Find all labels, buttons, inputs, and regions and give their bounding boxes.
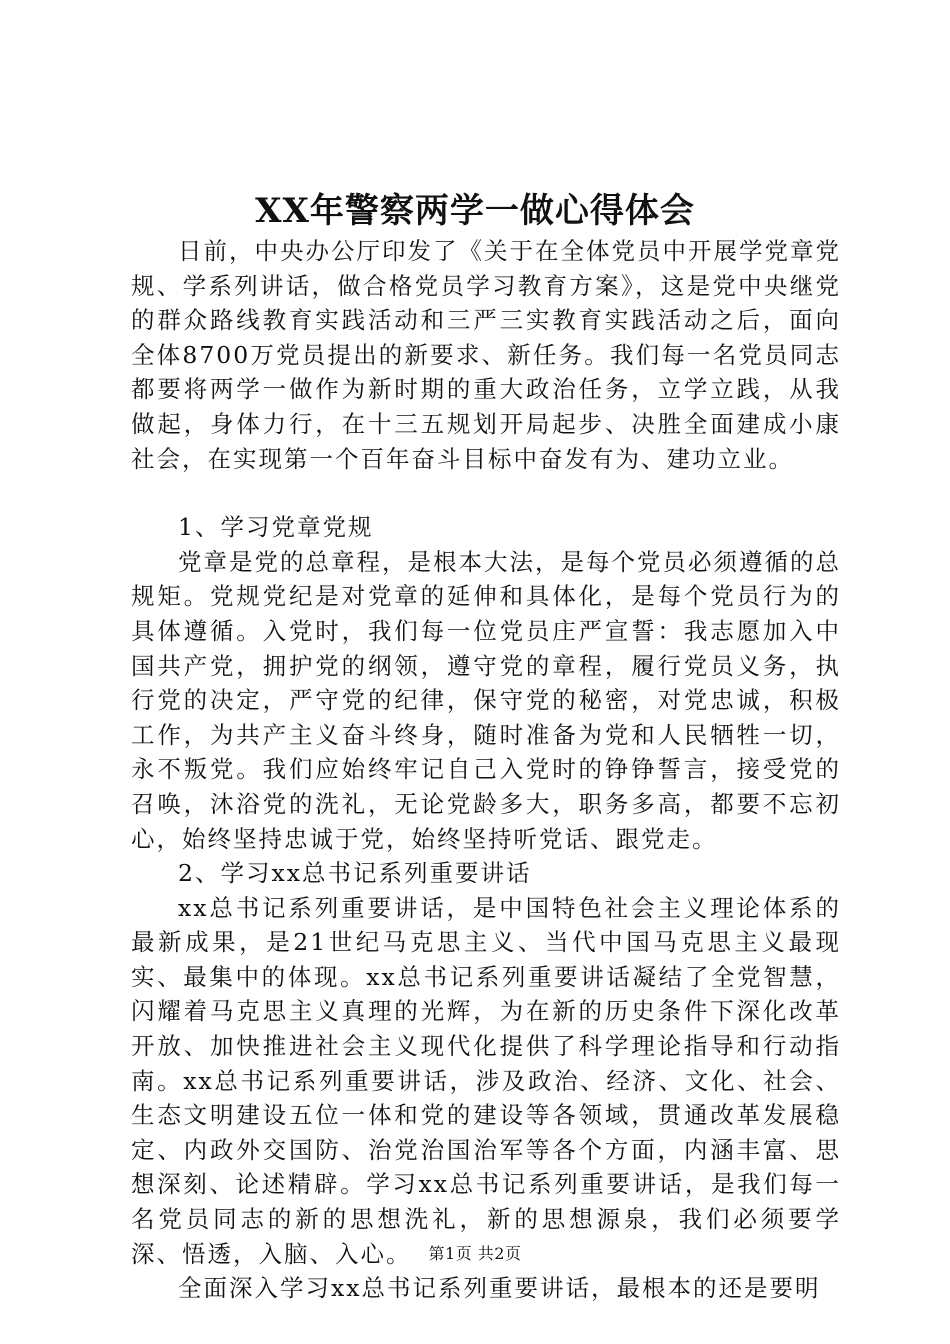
section-heading-1: 1、学习党章党规 (178, 513, 374, 542)
page-number-footer: 第1页 共2页 (428, 1244, 522, 1263)
document-title: XX年警察两学一做心得体会 (255, 191, 695, 231)
document-body (131, 234, 841, 1306)
paragraph-intro: 日前，中央办公厅印发了《关于在全体党员中开展学党章党规、学系列讲话，做合格党员学习教育方案》，这是党中央继党的群众路线教育实践活动和三严三实教育实践活动之后，面向全体8700万党员提出的新要求、新任务。我们每一名党员同志都要将两学一做作为新时期的重大政治任务，立学立践，从我做起，身体力行，在十三五规划开局起步、决胜全面建成小康社会，在实现第一个百年奋斗目标中奋发有为、建功立业。 (131, 237, 841, 473)
paragraph-section-2: xx总书记系列重要讲话，是中国特色社会主义理论体系的最新成果，是21世纪马克思主义、当代中国马克思主义最现实、最集中的体现。xx总书记系列重要讲话凝结了全党智慧，闪耀着马克思主义真理的光辉，为在新的历史条件下深化改革开放、加快推进社会主义现代化提供了科学理论指导和行动指南。xx总书记系列重要讲话，涉及政治、经济、文化、社会、生态文明建设五位一体和党的建设等各领域，贯通改革发展稳定、内政外交国防、治党治国治军等各个方面，内涵丰富、思想深刻、论述精辟。学习xx总书记系列重要讲话，是我们每一名党员同志的新的思想洗礼，新的思想源泉，我们必须要学深、悟透，入脑、入心。 (131, 893, 841, 1268)
section-heading-2: 2、学习xx总书记系列重要讲话 (178, 859, 532, 888)
paragraph-continuation: 全面深入学习xx总书记系列重要讲话，最根本的还是要明 (178, 1274, 821, 1303)
paragraph-section-1: 党章是党的总章程，是根本大法，是每个党员必须遵循的总规矩。党规党纪是对党章的延伸和具体化，是每个党员行为的具体遵循。入党时，我们每一位党员庄严宣誓：我志愿加入中国共产党，拥护党的纲领，遵守党的章程，履行党员义务，执行党的决定，严守党的纪律，保守党的秘密，对党忠诚，积极工作，为共产主义奋斗终身，随时准备为党和人民牺牲一切，永不叛党。我们应始终牢记自己入党时的铮铮誓言，接受党的召唤，沐浴党的洗礼，无论党龄多大，职务多高，都要不忘初心，始终坚持忠诚于党，始终坚持听党话、跟党走。 (131, 547, 841, 853)
